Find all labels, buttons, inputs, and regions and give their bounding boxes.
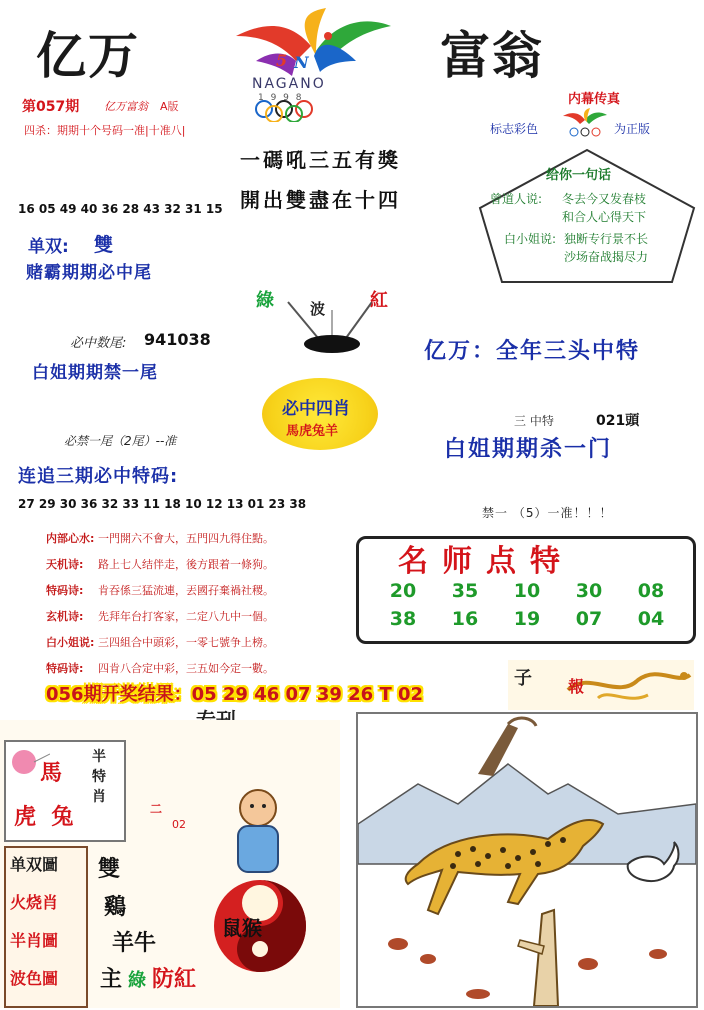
poem-label: 内部心水: [46, 532, 95, 545]
side-text: 半特肖 [92, 749, 106, 805]
poem-row [46, 530, 274, 546]
inner-title: 内幕传真 [568, 92, 621, 107]
inner-right: 为正版 [614, 122, 651, 136]
single-double-value: 雙 [94, 234, 114, 256]
wave-blue: 波 [310, 300, 326, 318]
svg-text:5: 5 [276, 51, 288, 70]
poem-text: 先拜年台打客家，二定八九中一個。 [98, 610, 274, 623]
olympic-rings [250, 100, 360, 126]
zi-label: 子 [514, 668, 532, 689]
pentagon-title: 给你一句话 [546, 168, 612, 183]
svg-text:N: N [294, 53, 309, 72]
cheetah-illustration [356, 712, 698, 1008]
famous-number: 08 [637, 580, 665, 602]
col-line: 波色圖 [10, 969, 59, 988]
poem-label: 特码诗: [46, 584, 84, 597]
wave-green: 綠 [256, 290, 274, 311]
zodiac-circle-animals: 馬虎兔羊 [286, 424, 339, 439]
pentagon-r1-label: 曾道人说: [490, 192, 543, 206]
poem-text: 一門開六不會大，五門四九得住點。 [98, 532, 274, 545]
poem-label: 特码诗: [46, 662, 84, 675]
main-3: 防紅 [152, 967, 197, 992]
inner-logo-icon [560, 108, 610, 142]
poem-text: 三四組合中頭彩，一零七號争上榜。 [98, 636, 274, 649]
famous-number: 20 [389, 580, 417, 602]
issue-brand: 亿万富翁 [104, 100, 148, 113]
badge-number: 02 [172, 818, 186, 831]
poem-label: 天机诗: [46, 558, 84, 571]
poem-row [46, 634, 274, 650]
zodiac-mid: 虎 兔 [14, 805, 74, 830]
badge: 二 [150, 802, 163, 816]
logo-year: 1 9 9 8 [258, 93, 304, 103]
inner-left: 标志彩色 [490, 122, 539, 136]
chicken-char: 鷄 [104, 895, 127, 920]
bao-label: 報 [568, 677, 585, 696]
pentagon-r1-line1: 冬去今又发春枝 [562, 192, 647, 206]
famous-number: 07 [575, 608, 603, 630]
sheep-ox: 羊牛 [112, 931, 157, 956]
logo-text: NAGANO [252, 76, 326, 92]
poem-text: 路上七人结伴走，後方跟着一條狗。 [98, 558, 274, 571]
result-banner: 056期开奖结果：05 29 46 07 39 26 T 02 [46, 684, 424, 705]
famous-number: 35 [451, 580, 479, 602]
single-double-label: 单双: [28, 237, 69, 257]
famous-number: 04 [637, 608, 665, 630]
issue-number: 第057期 [22, 99, 80, 115]
three-head-value: 021頭 [596, 413, 640, 429]
poem-text: 肯吞係三猛流連，丟國孖棄禍社稷。 [98, 584, 274, 597]
rat-monkey: 鼠猴 [222, 916, 262, 940]
famous-number: 30 [575, 580, 603, 602]
pentagon-r2-line2: 沙场奋战揭尽力 [564, 250, 649, 264]
issue-rule: 四杀：期期十个号码一准|十准八| [24, 124, 186, 137]
single-double-sub: 赌霸期期必中尾 [26, 263, 152, 283]
pentagon-r1-line2: 和合人心得天下 [562, 210, 647, 224]
zi-panel [508, 660, 694, 710]
famous-title: 名师点特 [398, 544, 574, 579]
issue-grade: A版 [160, 100, 179, 113]
poem-row [46, 582, 274, 598]
ban-tail: 必禁一尾（2尾）--准 [64, 434, 177, 448]
chase-title: 连追三期必中特码: [18, 466, 179, 487]
tail-label: 必中数尾: [70, 336, 127, 351]
poem-label: 白小姐说: [46, 636, 95, 649]
zodiac-top: 馬 [40, 761, 63, 786]
pentagon-r2-line1: 独断专行景不长 [564, 232, 649, 246]
title-left: 亿万 [36, 26, 140, 85]
famous-number: 16 [451, 608, 479, 630]
poem-row [46, 608, 274, 624]
poem-row [46, 556, 274, 572]
main-1: 主 [100, 967, 123, 992]
double-char: 雙 [98, 857, 121, 882]
famous-number: 38 [389, 608, 417, 630]
ban-one: 禁一 （5）一准！！！ [482, 506, 613, 520]
numbers-top: 16 05 49 40 36 28 43 32 31 15 [18, 202, 223, 216]
tail-value: 941038 [144, 330, 211, 349]
col-line: 半肖圖 [10, 931, 59, 950]
zodiac-circle-title: 必中四肖 [282, 399, 350, 419]
poem-row [46, 660, 274, 676]
riddle-line1: 一碼吼三五有獎 [240, 148, 401, 172]
col-line: 火烧肖 [10, 893, 59, 912]
poem-label: 玄机诗: [46, 610, 84, 623]
slogan-right: 亿万：全年三头中特 [424, 339, 641, 364]
col-line: 单双圖 [10, 855, 59, 874]
title-right: 富翁 [440, 26, 544, 85]
numbers-mid: 27 29 30 36 32 33 11 18 10 12 13 01 23 38 [18, 497, 307, 511]
wave-red: 紅 [370, 290, 388, 311]
tail-sub: 白姐期期禁一尾 [32, 363, 158, 383]
pentagon-r2-label: 白小姐说: [504, 232, 557, 246]
famous-number: 10 [513, 580, 541, 602]
three-head-sub: 白姐期期杀一门 [444, 437, 613, 462]
poem-text: 四肯八合定中彩，三五如今定一數。 [98, 662, 274, 675]
main-2: 綠 [128, 970, 146, 991]
famous-number: 19 [513, 608, 541, 630]
riddle-line2: 開出雙盡在十四 [240, 188, 401, 212]
three-head-label: 三 中特 [514, 414, 554, 428]
